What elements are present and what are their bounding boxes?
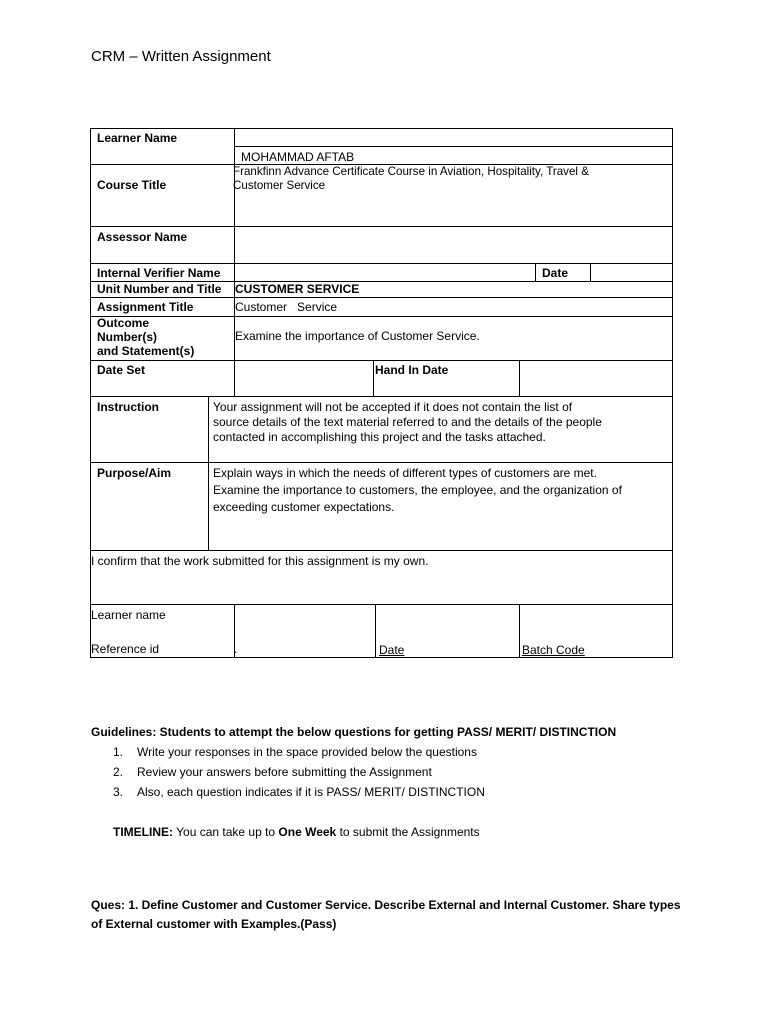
guidelines-section xyxy=(91,722,731,802)
learner-name-footer-label: Learner name xyxy=(91,608,166,622)
instruction-line-3: contacted in accomplishing this project and the tasks attached. xyxy=(213,430,546,444)
instruction-label: Instruction xyxy=(97,400,159,414)
learner-name-label: Learner Name xyxy=(97,131,178,145)
unit-label: Unit Number and Title xyxy=(97,282,222,296)
outcome-label-2: Number(s) xyxy=(97,330,158,344)
hand-in-date-label: Hand In Date xyxy=(375,363,449,377)
course-title-line-2: Customer Service xyxy=(233,179,326,192)
instruction-line-2: source details of the text material referred to and the details of the people xyxy=(213,415,602,429)
reference-id-label: Reference id xyxy=(91,642,160,656)
internal-verifier-label: Internal Verifier Name xyxy=(97,266,221,280)
reference-id-dot: . xyxy=(234,642,238,656)
course-title-label: Course Title xyxy=(97,178,167,192)
question-1-line-2: of External customer with Examples.(Pass) xyxy=(91,917,337,931)
document-title: CRM – Written Assignment xyxy=(91,48,271,65)
confirmation-statement: I confirm that the work submitted for this assignment is my own. xyxy=(91,554,429,568)
date-label: Date xyxy=(542,266,569,280)
assessor-name-label: Assessor Name xyxy=(97,230,188,244)
course-title-line-1: Frankfinn Advance Certificate Course in Aviation, Hospitality, Travel & xyxy=(233,165,589,178)
unit-value: CUSTOMER SERVICE xyxy=(235,282,360,296)
question-1 xyxy=(91,897,731,932)
purpose-line-1: Explain ways in which the needs of different types of customers are met. xyxy=(213,466,597,480)
assignment-title-value: Customer Service xyxy=(235,300,338,314)
outcome-label-1: Outcome xyxy=(97,316,150,330)
assignment-title-label: Assignment Title xyxy=(97,300,194,314)
question-1-line-1: Ques: 1. Define Customer and Customer Service. Describe External and Internal Customer. Share types xyxy=(91,898,681,912)
purpose-line-3: exceeding customer expectations. xyxy=(213,500,395,514)
timeline-note: TIMELINE: You can take up to One Week to submit the Assignments xyxy=(113,825,480,839)
guideline-item: 3. Also, each question indicates if it is PASS/ MERIT/ DISTINCTION xyxy=(113,785,485,799)
guidelines-heading: Guidelines: Students to attempt the below questions for getting PASS/ MERIT/ DISTINCTION xyxy=(91,725,617,739)
outcome-value: Examine the importance of Customer Service. xyxy=(235,329,480,343)
learner-name-value: MOHAMMAD AFTAB xyxy=(241,150,355,164)
guidelines-list xyxy=(113,742,731,802)
purpose-line-2: Examine the importance to customers, the employee, and the organization of xyxy=(213,483,622,497)
guideline-item: 1. Write your responses in the space provided below the questions xyxy=(113,745,477,759)
instruction-line-1: Your assignment will not be accepted if it does not contain the list of xyxy=(213,400,573,414)
date-footer-label: Date xyxy=(379,643,405,657)
date-set-label: Date Set xyxy=(97,363,146,377)
outcome-label-3: and Statement(s) xyxy=(97,344,195,358)
batch-code-label: Batch Code xyxy=(522,643,585,657)
guideline-item: 2. Review your answers before submitting the Assignment xyxy=(113,765,432,779)
purpose-label: Purpose/Aim xyxy=(97,466,172,480)
